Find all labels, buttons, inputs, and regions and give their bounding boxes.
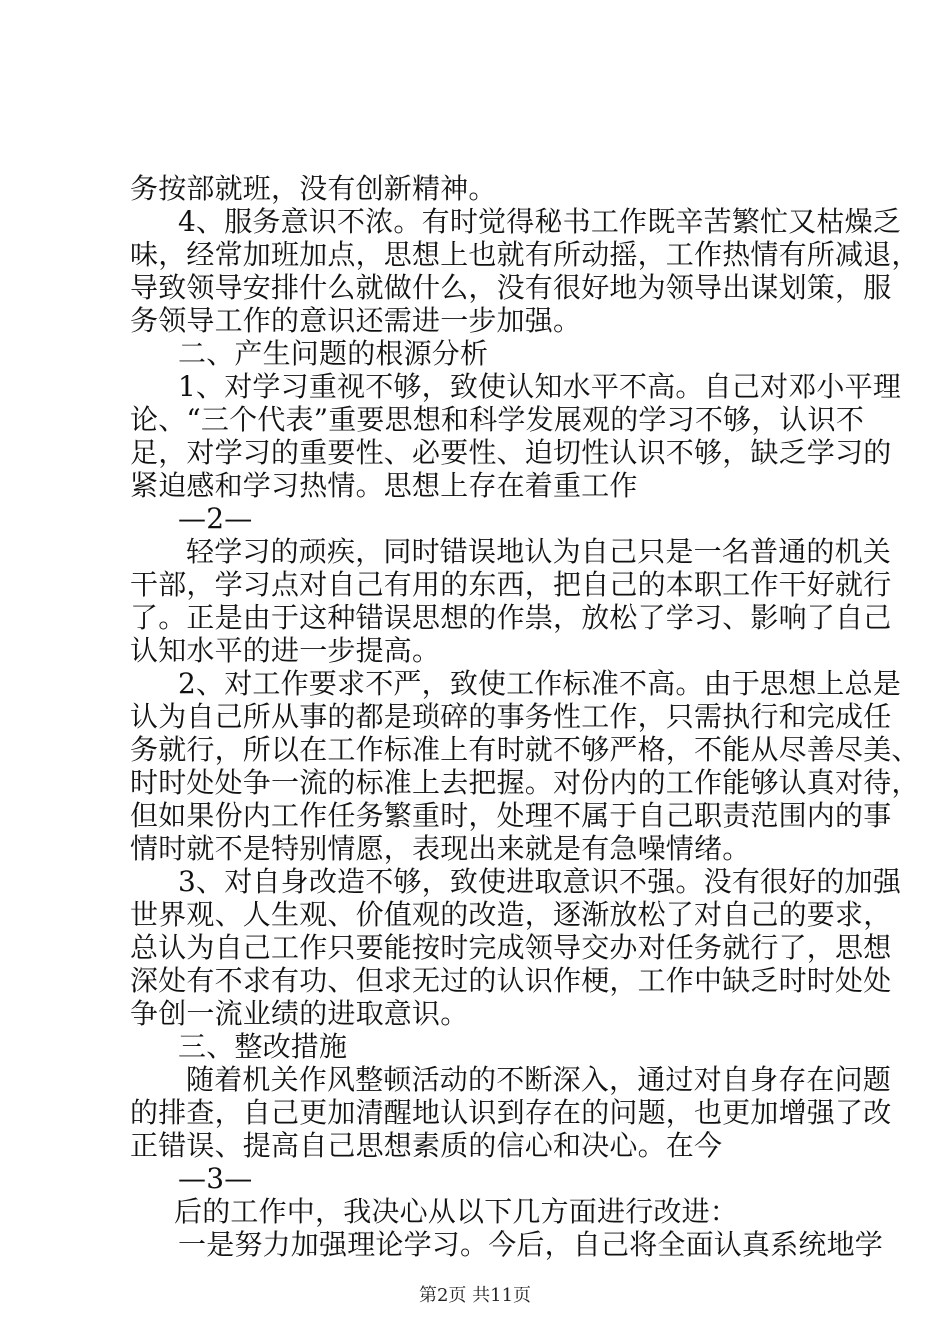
text-line: 导致领导安排什么就做什么，没有很好地为领导出谋划策，服: [130, 271, 892, 304]
text-line: 后的工作中，我决心从以下几方面进行改进：: [174, 1195, 739, 1228]
text-line: 认知水平的进一步提高。: [130, 634, 441, 667]
text-line: 轻学习的顽疾，同时错误地认为自己只是一名普通的机关: [186, 535, 892, 568]
text-line: 一是努力加强理论学习。今后，自己将全面认真系统地学: [178, 1228, 884, 1261]
text-line: 随着机关作风整顿活动的不断深入，通过对自身存在问题: [186, 1063, 892, 1096]
page-footer: 第2页 共11页: [418, 1285, 532, 1306]
text-line: 总认为自己工作只要能按时完成领导交办对任务就行了，思想: [130, 931, 892, 964]
page-marker: —3—: [178, 1162, 253, 1195]
text-line: 紧迫感和学习热情。思想上存在着重工作: [130, 469, 638, 502]
page-marker: —2—: [178, 502, 253, 535]
text-line: 味，经常加班加点，思想上也就有所动摇，工作热情有所减退，: [130, 238, 920, 271]
text-line: 情时就不是特别情愿，表现出来就是有急噪情绪。: [130, 832, 751, 865]
text-line: 争创一流业绩的进取意识。: [130, 997, 469, 1030]
text-line: 正错误、提高自己思想素质的信心和决心。在今: [130, 1129, 723, 1162]
text-line: 干部，学习点对自己有用的东西，把自己的本职工作干好就行: [130, 568, 892, 601]
text-line: 了。正是由于这种错误思想的作祟，放松了学习、影响了自己: [130, 601, 892, 634]
text-line: 认为自己所从事的都是琐碎的事务性工作，只需执行和完成任: [130, 700, 892, 733]
text-line: 4、服务意识不浓。有时觉得秘书工作既辛苦繁忙又枯燥乏: [178, 205, 902, 238]
text-line: 但如果份内工作任务繁重时，处理不属于自己职责范围内的事: [130, 799, 892, 832]
text-line: 世界观、人生观、价值观的改造，逐渐放松了对自己的要求，: [130, 898, 892, 931]
text-line: 1、对学习重视不够，致使认知水平不高。自己对邓小平理: [178, 370, 902, 403]
text-line: 务按部就班，没有创新精神。: [130, 172, 497, 205]
text-line: 3、对自身改造不够，致使进取意识不强。没有很好的加强: [178, 865, 902, 898]
section-heading: 三、整改措施: [178, 1030, 348, 1063]
text-line: 的排查，自己更加清醒地认识到存在的问题，也更加增强了改: [130, 1096, 892, 1129]
text-line: 务领导工作的意识还需进一步加强。: [130, 304, 582, 337]
section-heading: 二、产生问题的根源分析: [178, 337, 489, 370]
text-line: 论、“三个代表”重要思想和科学发展观的学习不够，认识不: [130, 403, 865, 436]
text-line: 务就行，所以在工作标准上有时就不够严格，不能从尽善尽美、: [130, 733, 920, 766]
text-line: 深处有不求有功、但求无过的认识作梗，工作中缺乏时时处处: [130, 964, 892, 997]
text-line: 足，对学习的重要性、必要性、迫切性认识不够，缺乏学习的: [130, 436, 892, 469]
text-line: 2、对工作要求不严，致使工作标准不高。由于思想上总是: [178, 667, 902, 700]
text-line: 时时处处争一流的标准上去把握。对份内的工作能够认真对待，: [130, 766, 920, 799]
